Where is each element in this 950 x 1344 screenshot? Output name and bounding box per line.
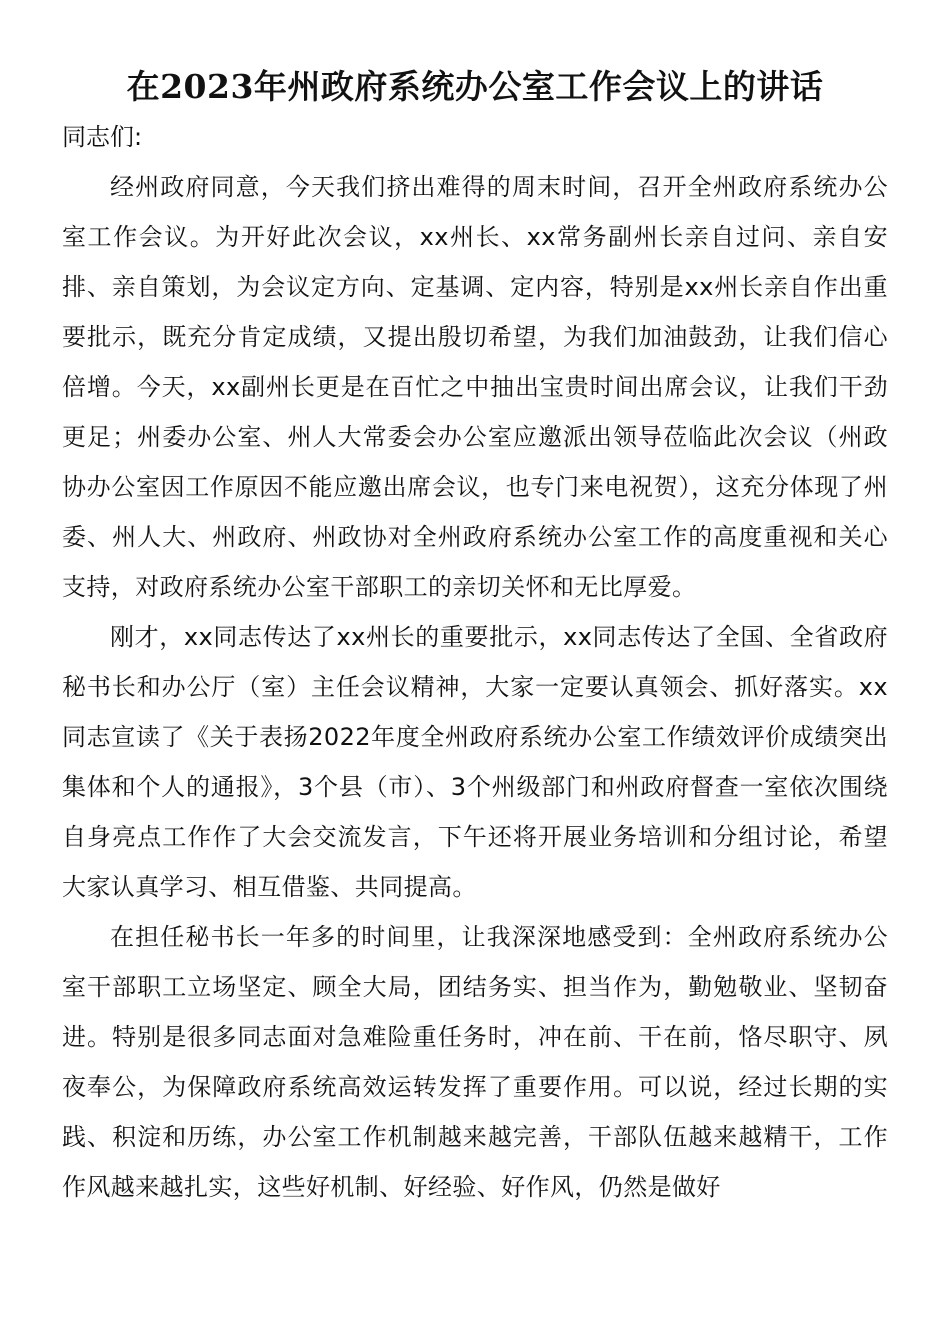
- document-page: [62, 62, 888, 1332]
- paragraph-1: 经州政府同意，今天我们挤出难得的周末时间，召开全州政府系统办公室工作会议。为开好此次会议，xx州长、xx常务副州长亲自过问、亲自安排、亲自策划，为会议定方向、定基调、定内容，特别是xx州长亲自作出重要批示，既充分肯定成绩，又提出殷切希望，为我们加油鼓劲，让我们信心倍增。今天，xx副州长更是在百忙之中抽出宝贵时间出席会议，让我们干劲更足；州委办公室、州人大常委会办公室应邀派出领导莅临此次会议（州政协办公室因工作原因不能应邀出席会议，也专门来电祝贺），这充分体现了州委、州人大、州政府、州政协对全州政府系统办公室工作的高度重视和关心支持，对政府系统办公室干部职工的亲切关怀和无比厚爱。: [62, 173, 888, 601]
- paragraph-2: 刚才，xx同志传达了xx州长的重要批示，xx同志传达了全国、全省政府秘书长和办公厅（室）主任会议精神，大家一定要认真领会、抓好落实。xx同志宣读了《关于表扬2022年度全州政府系统办公室工作绩效评价成绩突出集体和个人的通报》，3个县（市）、3个州级部门和州政府督查一室依次围绕自身亮点工作作了大会交流发言，下午还将开展业务培训和分组讨论，希望大家认真学习、相互借鉴、共同提高。: [62, 623, 888, 901]
- salutation: 同志们:: [62, 123, 143, 151]
- document-title: 在2023年州政府系统办公室工作会议上的讲话: [126, 67, 824, 106]
- paragraph-3: 在担任秘书长一年多的时间里，让我深深地感受到：全州政府系统办公室干部职工立场坚定、顾全大局，团结务实、担当作为，勤勉敬业、坚韧奋进。特别是很多同志面对急难险重任务时，冲在前、干在前，恪尽职守、夙夜奉公，为保障政府系统高效运转发挥了重要作用。可以说，经过长期的实践、积淀和历练，办公室工作机制越来越完善，干部队伍越来越精干，工作作风越来越扎实，这些好机制、好经验、好作风，仍然是做好: [62, 923, 888, 1201]
